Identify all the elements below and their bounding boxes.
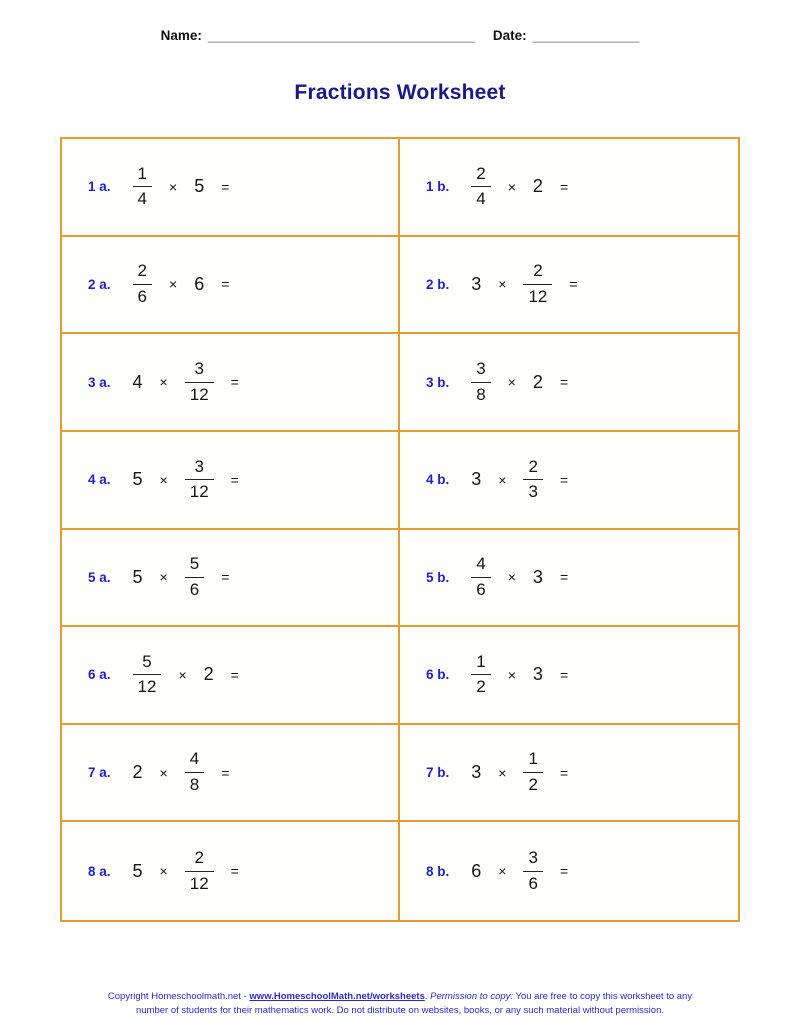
equals-sign: = bbox=[559, 471, 569, 488]
whole-number: 2 bbox=[532, 371, 543, 392]
equals-sign: = bbox=[230, 471, 239, 488]
fraction-numerator: 5 bbox=[142, 651, 152, 671]
fraction-numerator: 2 bbox=[137, 261, 147, 281]
footer-line2: number of students for their mathematics work. Do not distribute on websites, books, or any such material without permission. bbox=[135, 1005, 664, 1017]
multiply-operator: × bbox=[159, 764, 168, 781]
name-date-header bbox=[0, 28, 800, 43]
equals-sign: = bbox=[230, 374, 239, 391]
problem-cell bbox=[62, 139, 400, 237]
problem-label: 8 b. bbox=[426, 863, 450, 879]
whole-number: 5 bbox=[194, 176, 205, 197]
equals-sign: = bbox=[230, 666, 239, 683]
problem-cell bbox=[400, 725, 738, 823]
equals-sign: = bbox=[221, 569, 230, 586]
fraction-denominator: 2 bbox=[471, 674, 490, 697]
problem-label: 7 a. bbox=[88, 765, 111, 781]
footer-permission-text: You are free to copy this worksheet to any bbox=[513, 991, 693, 1002]
page-title: Fractions Worksheet bbox=[294, 81, 506, 104]
fraction-denominator: 8 bbox=[185, 772, 204, 795]
fraction bbox=[523, 849, 542, 893]
problem-label: 3 a. bbox=[88, 374, 111, 390]
fraction bbox=[471, 555, 490, 599]
fraction-numerator: 3 bbox=[476, 358, 486, 378]
footer-copyright bbox=[80, 990, 720, 1019]
problem-label: 2 b. bbox=[426, 276, 450, 292]
name-blank-line: ________________________________________ bbox=[207, 29, 475, 43]
fraction-numerator: 4 bbox=[189, 749, 200, 769]
name-label: Name: bbox=[160, 28, 202, 43]
problem-cell bbox=[400, 237, 738, 335]
problem-label: 7 b. bbox=[426, 765, 450, 781]
problem-label: 3 b. bbox=[426, 374, 450, 390]
multiply-operator: × bbox=[159, 569, 168, 586]
fraction-denominator: 12 bbox=[523, 284, 552, 307]
multiply-operator: × bbox=[498, 471, 507, 488]
whole-number: 5 bbox=[132, 469, 143, 490]
equals-sign: = bbox=[569, 276, 578, 293]
whole-number: 4 bbox=[132, 371, 143, 392]
fraction-denominator: 12 bbox=[185, 479, 214, 502]
fraction-numerator: 1 bbox=[476, 651, 486, 671]
fraction bbox=[471, 360, 490, 404]
equals-sign: = bbox=[559, 863, 569, 880]
problem-label: 6 b. bbox=[426, 667, 450, 683]
whole-number: 2 bbox=[532, 176, 543, 197]
fraction-denominator: 2 bbox=[523, 772, 542, 795]
fraction-denominator: 12 bbox=[133, 674, 162, 697]
footer-mid-text: . bbox=[424, 991, 431, 1002]
fraction-numerator: 2 bbox=[533, 261, 543, 281]
problem-cell bbox=[400, 822, 738, 920]
whole-number: 6 bbox=[471, 860, 482, 881]
fraction bbox=[185, 555, 204, 599]
equals-sign: = bbox=[559, 374, 569, 391]
multiply-operator: × bbox=[159, 863, 168, 880]
equals-sign: = bbox=[559, 178, 569, 195]
problem-cell bbox=[62, 530, 400, 628]
multiply-operator: × bbox=[507, 178, 516, 195]
problem-label: 1 a. bbox=[88, 179, 111, 195]
problems-table bbox=[60, 137, 740, 922]
problem-label: 1 b. bbox=[426, 179, 450, 195]
equals-sign: = bbox=[559, 666, 569, 683]
fraction-numerator: 3 bbox=[194, 358, 204, 378]
problem-cell bbox=[62, 432, 400, 530]
multiply-operator: × bbox=[507, 666, 516, 683]
equals-sign: = bbox=[221, 178, 230, 195]
fraction bbox=[133, 262, 152, 306]
fraction bbox=[471, 653, 490, 697]
whole-number: 5 bbox=[132, 566, 143, 587]
fraction-denominator: 6 bbox=[185, 577, 204, 600]
multiply-operator: × bbox=[498, 276, 507, 293]
fraction-numerator: 2 bbox=[194, 848, 204, 867]
whole-number: 2 bbox=[203, 664, 214, 685]
equals-sign: = bbox=[559, 764, 569, 781]
fraction-numerator: 1 bbox=[137, 163, 147, 183]
fraction bbox=[133, 653, 162, 697]
fraction bbox=[523, 458, 542, 502]
multiply-operator: × bbox=[178, 666, 187, 683]
fraction-denominator: 6 bbox=[471, 577, 490, 600]
whole-number: 5 bbox=[132, 860, 143, 881]
fraction-denominator: 12 bbox=[185, 382, 214, 405]
whole-number: 2 bbox=[132, 762, 143, 783]
footer-copyright-prefix: Copyright Homeschoolmath.net - bbox=[107, 991, 250, 1002]
fraction bbox=[185, 360, 214, 404]
equals-sign: = bbox=[230, 863, 239, 880]
problem-cell bbox=[400, 432, 738, 530]
problem-cell bbox=[400, 334, 738, 432]
problem-cell bbox=[62, 627, 400, 725]
fraction-denominator: 6 bbox=[523, 871, 542, 894]
fraction-numerator: 4 bbox=[476, 554, 486, 574]
multiply-operator: × bbox=[507, 374, 516, 391]
fraction-numerator: 3 bbox=[194, 456, 204, 476]
whole-number: 3 bbox=[532, 664, 543, 685]
problem-cell bbox=[62, 725, 400, 823]
fraction bbox=[185, 849, 214, 893]
problem-label: 6 a. bbox=[88, 667, 111, 683]
multiply-operator: × bbox=[498, 764, 507, 781]
whole-number: 3 bbox=[471, 273, 482, 294]
fraction bbox=[471, 165, 490, 209]
whole-number: 3 bbox=[532, 566, 543, 587]
problem-label: 4 b. bbox=[426, 472, 450, 488]
footer-permission-label: Permission to copy: bbox=[430, 991, 514, 1002]
whole-number: 3 bbox=[471, 762, 482, 783]
multiply-operator: × bbox=[169, 276, 178, 293]
date-label: Date: bbox=[492, 28, 527, 43]
problem-cell bbox=[400, 627, 738, 725]
multiply-operator: × bbox=[507, 569, 516, 586]
multiply-operator: × bbox=[159, 471, 168, 488]
fraction bbox=[523, 750, 542, 794]
problem-cell bbox=[62, 334, 400, 432]
equals-sign: = bbox=[559, 569, 569, 586]
equals-sign: = bbox=[221, 276, 230, 293]
whole-number: 6 bbox=[194, 273, 205, 294]
problem-label: 4 a. bbox=[88, 472, 111, 488]
fraction-denominator: 3 bbox=[523, 479, 542, 502]
fraction bbox=[185, 750, 204, 794]
fraction-numerator: 1 bbox=[528, 749, 538, 769]
fraction-denominator: 4 bbox=[133, 186, 152, 209]
problem-cell bbox=[400, 530, 738, 628]
fraction bbox=[133, 165, 152, 209]
multiply-operator: × bbox=[498, 863, 507, 880]
equals-sign: = bbox=[221, 764, 230, 781]
problem-cell bbox=[62, 237, 400, 335]
fraction-numerator: 2 bbox=[528, 456, 538, 476]
multiply-operator: × bbox=[169, 178, 178, 195]
fraction bbox=[523, 262, 552, 306]
fraction-denominator: 8 bbox=[471, 382, 490, 405]
multiply-operator: × bbox=[159, 374, 168, 391]
problem-label: 8 a. bbox=[88, 863, 111, 879]
fraction-denominator: 6 bbox=[133, 284, 152, 307]
problem-label: 5 b. bbox=[426, 569, 450, 585]
date-blank-line: ________________ bbox=[532, 29, 640, 43]
fraction-denominator: 4 bbox=[471, 186, 490, 209]
footer-worksheets-link[interactable]: www.HomeschoolMath.net/worksheets bbox=[249, 991, 425, 1002]
fraction-numerator: 2 bbox=[476, 163, 486, 183]
fraction bbox=[185, 458, 214, 502]
whole-number: 3 bbox=[471, 469, 482, 490]
problem-cell bbox=[400, 139, 738, 237]
fraction-numerator: 3 bbox=[528, 848, 538, 867]
fraction-numerator: 5 bbox=[189, 554, 200, 574]
problem-label: 5 a. bbox=[88, 569, 111, 585]
fraction-denominator: 12 bbox=[185, 871, 214, 894]
problem-cell bbox=[62, 822, 400, 920]
problem-label: 2 a. bbox=[88, 276, 111, 292]
